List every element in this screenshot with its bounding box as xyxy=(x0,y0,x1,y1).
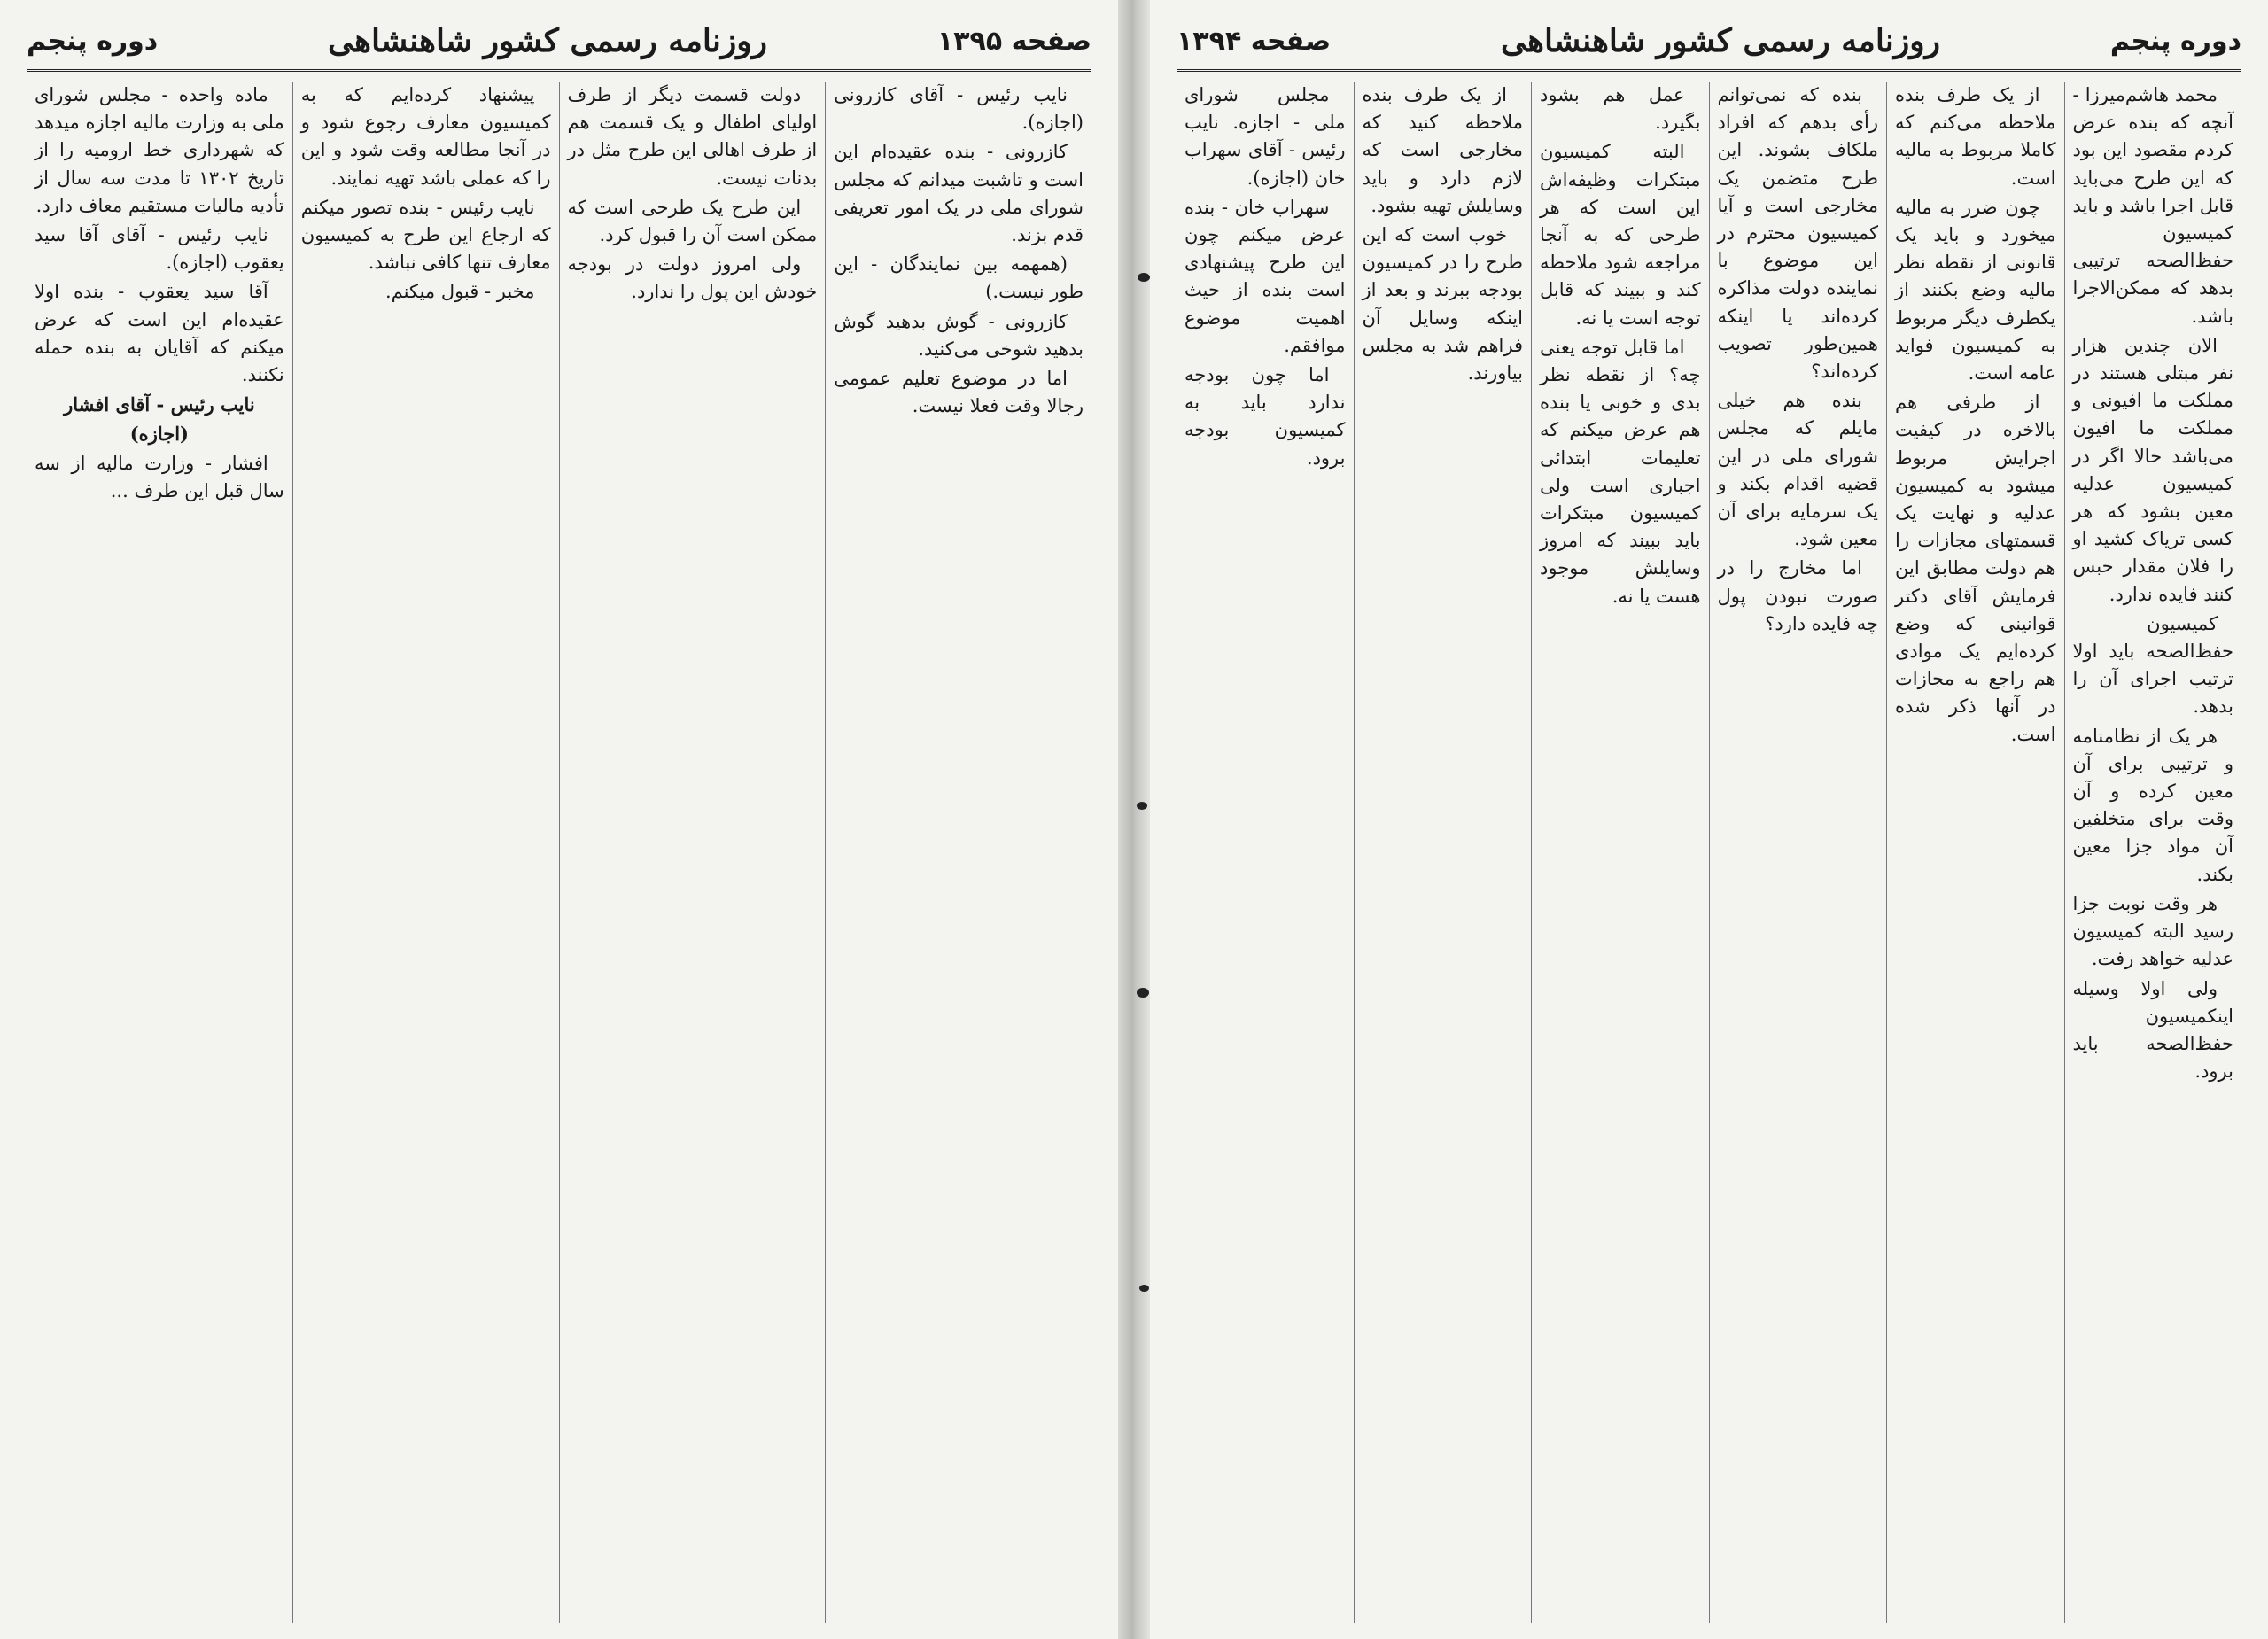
right-page-header xyxy=(1177,12,2241,72)
paragraph: کازرونی - گوش بدهید گوش بدهید شوخی می‌کنید. xyxy=(834,310,1084,360)
speaker-note: (اجازه) xyxy=(129,423,189,446)
page-number: صفحه ۱۳۹۵ xyxy=(936,25,1091,57)
left-page-columns xyxy=(27,82,1091,1623)
paragraph: مخبر - قبول میکنم. xyxy=(384,281,535,303)
paragraph: دولت قسمت دیگر از طرف اولیای اطفال و یک قسمت هم از طرف اهالی این طرح مثل در بدنات نیست. xyxy=(567,84,818,189)
period-label: دوره پنجم xyxy=(27,25,159,57)
paragraph: این طرح یک طرحی است که ممکن است آن را قبول کرد. xyxy=(567,196,818,246)
paragraph: ولی امروز دولت در بودجه خودش این پول را ندارد. xyxy=(567,253,818,303)
ink-blot xyxy=(1139,1285,1149,1292)
paragraph: الان چندین هزار نفر مبتلی هستند در مملکت ما افیونی و مملکت ما افیون می‌باشد حالا اگر در کمیسیون عدلیه معین بشود که هر کسی تریاک کشید او را فلان مقدار حبس کنند فایده ندارد. xyxy=(2072,334,2233,605)
paragraph: نایب رئیس - آقای آقا سید یعقوب (اجازه). xyxy=(35,224,284,274)
paragraph: نایب رئیس - آقای کازرونی (اجازه). xyxy=(834,84,1084,134)
paragraph: چون ضرر به مالیه میخورد و باید یک قانونی از نقطه نظر مالیه وضع بکنند از یکطرف دیگر مربوط به کمیسیون فواید عامه است. xyxy=(1895,196,2056,385)
paragraph: هر یک از نظامنامه و ترتیبی برای آن معین کرده و آن وقت برای متخلفین آن مواد جزا معین بکند. xyxy=(2072,725,2233,885)
paragraph: افشار - وزارت مالیه از سه سال قبل این طرف ... xyxy=(35,452,284,501)
paragraph: هر وقت نوبت جزا رسید البته کمیسیون عدلیه خواهد رفت. xyxy=(2072,892,2233,970)
text-column xyxy=(1709,82,1887,1623)
paragraph: سهراب خان - بنده عرض میکنم چون این طرح پیشنهادی است بنده از حیث اهمیت موضوع موافقم. xyxy=(1184,196,1346,356)
paragraph: از یک طرف بنده ملاحظه می‌کنم که کاملا مربوط به مالیه است. xyxy=(1895,84,2056,189)
paragraph: ولی اولا وسیله اینکمیسیون حفظ‌الصحه باید برود. xyxy=(2072,977,2233,1083)
text-column xyxy=(292,82,559,1623)
ink-blot xyxy=(1137,988,1149,998)
speaker-heading: نایب رئیس - آقای افشار xyxy=(64,393,255,416)
paragraph: اما مخارج را در صورت نبودن پول چه فایده دارد؟ xyxy=(1717,557,1878,634)
text-column xyxy=(1177,82,1354,1623)
newspaper-title: روزنامه رسمی کشور شاهنشاهی xyxy=(1501,22,1940,59)
paragraph: پیشنهاد کرده‌ایم که به کمیسیون معارف رجوع شود و در آنجا مطالعه وقت شود و این را که عملی باشد تهیه نمایند. xyxy=(300,84,551,189)
paragraph: ماده واحده - مجلس شورای ملی به وزارت مالیه اجازه میدهد که شهرداری خط ارومیه را از تاریخ ۱۳۰۲ تا مدت سه سال از تأدیه مالیات مستقیم معاف دارد. xyxy=(35,84,284,216)
paragraph: نایب رئیس - بنده تصور میکنم که ارجاع این طرح به کمیسیون معارف تنها کافی نباشد. xyxy=(300,196,551,274)
text-column xyxy=(1531,82,1709,1623)
paragraph: عمل هم بشود بگیرد. xyxy=(1540,84,1701,134)
paragraph: از طرفی هم بالاخره در کیفیت اجرایش مربوط میشود به کمیسیون عدلیه و نهایت یک قسمتهای مجازات را هم دولت مطابق این فرمایش آقای دکتر قوانینی که وضع کرده‌ایم یک موادی هم راجع به مجازات در آنها ذکر شده است. xyxy=(1895,392,2056,745)
paragraph: کمیسیون حفظ‌الصحه باید اولا ترتیب اجرای آن را بدهد. xyxy=(2072,612,2233,718)
text-column xyxy=(1886,82,2064,1623)
paragraph: اما در موضوع تعلیم عمومی رجالا وقت فعلا نیست. xyxy=(834,368,1084,417)
text-column xyxy=(1354,82,1532,1623)
paragraph: محمد هاشم‌میرزا - آنچه که بنده عرض کردم مقصود این بود که این طرح می‌باید قابل اجرا باشد و باید کمیسیون حفظ‌الصحه ترتیبی بدهد که ممکن‌الاجرا باشد. xyxy=(2072,84,2233,327)
paragraph: کازرونی - بنده عقیده‌ام این است و تاشبت میدانم که مجلس شورای ملی در یک امور تعریفی قدم بزند. xyxy=(834,141,1084,246)
right-page xyxy=(1150,0,2268,1639)
period-label: دوره پنجم xyxy=(2109,25,2241,57)
left-page-header xyxy=(27,12,1091,72)
left-page xyxy=(0,0,1118,1639)
page-number: صفحه ۱۳۹۴ xyxy=(1177,25,1332,57)
paragraph: مجلس شورای ملی - اجازه. نایب رئیس - آقای سهراب خان (اجازه). xyxy=(1184,84,1346,189)
text-column xyxy=(2064,82,2242,1623)
paragraph: از یک طرف بنده ملاحظه کنید که مخارجی است که لازم دارد و باید وسایلش تهیه بشود. xyxy=(1362,84,1523,216)
paragraph: بنده هم خیلی مایلم که مجلس شورای ملی در این قضیه اقدام بکند و یک سرمایه برای آن معین شود. xyxy=(1717,390,1878,550)
text-column xyxy=(825,82,1091,1623)
paragraph: اما چون بودجه ندارد باید به کمیسیون بودجه برود. xyxy=(1184,364,1346,469)
text-column xyxy=(27,82,292,1623)
paragraph: خوب است که این طرح را در کمیسیون بودجه ببرند و بعد از اینکه وسایل آن فراهم شد به مجلس بیاورند. xyxy=(1362,224,1523,385)
paragraph: اما قابل توجه یعنی چه؟ از نقطه نظر بدی و خوبی یا بنده هم عرض میکنم که تعلیمات ابتدائی اجباری است ولی کمیسیون مبتکرات باید ببیند که امروز وسایلش موجود هست یا نه. xyxy=(1540,336,1701,607)
right-page-columns xyxy=(1177,82,2241,1623)
paragraph: (همهمه بین نمایندگان - این طور نیست.) xyxy=(834,253,1084,303)
ink-blot xyxy=(1138,273,1150,282)
paragraph: بنده که نمی‌توانم رأی بدهم که افراد ملکاف بشوند. این طرح متضمن یک مخارجی است و آیا کمیسیون محترم در این موضوع با نماینده دولت مذاکره کرده‌اند یا اینکه همین‌طور تصویب کرده‌اند؟ xyxy=(1717,84,1878,383)
ink-blot xyxy=(1137,802,1147,810)
text-column xyxy=(559,82,826,1623)
newspaper-title: روزنامه رسمی کشور شاهنشاهی xyxy=(328,22,768,59)
paragraph: البته کمیسیون مبتکرات وظیفه‌اش این است که هر طرحی که به آنجا مراجعه شود ملاحظه کند و ببیند که قابل توجه است یا نه. xyxy=(1540,141,1701,329)
paragraph: آقا سید یعقوب - بنده اولا عقیده‌ام این است که عرض میکنم که آقایان به بنده حمله نکنند. xyxy=(35,281,284,386)
page-gutter xyxy=(1118,0,1150,1639)
